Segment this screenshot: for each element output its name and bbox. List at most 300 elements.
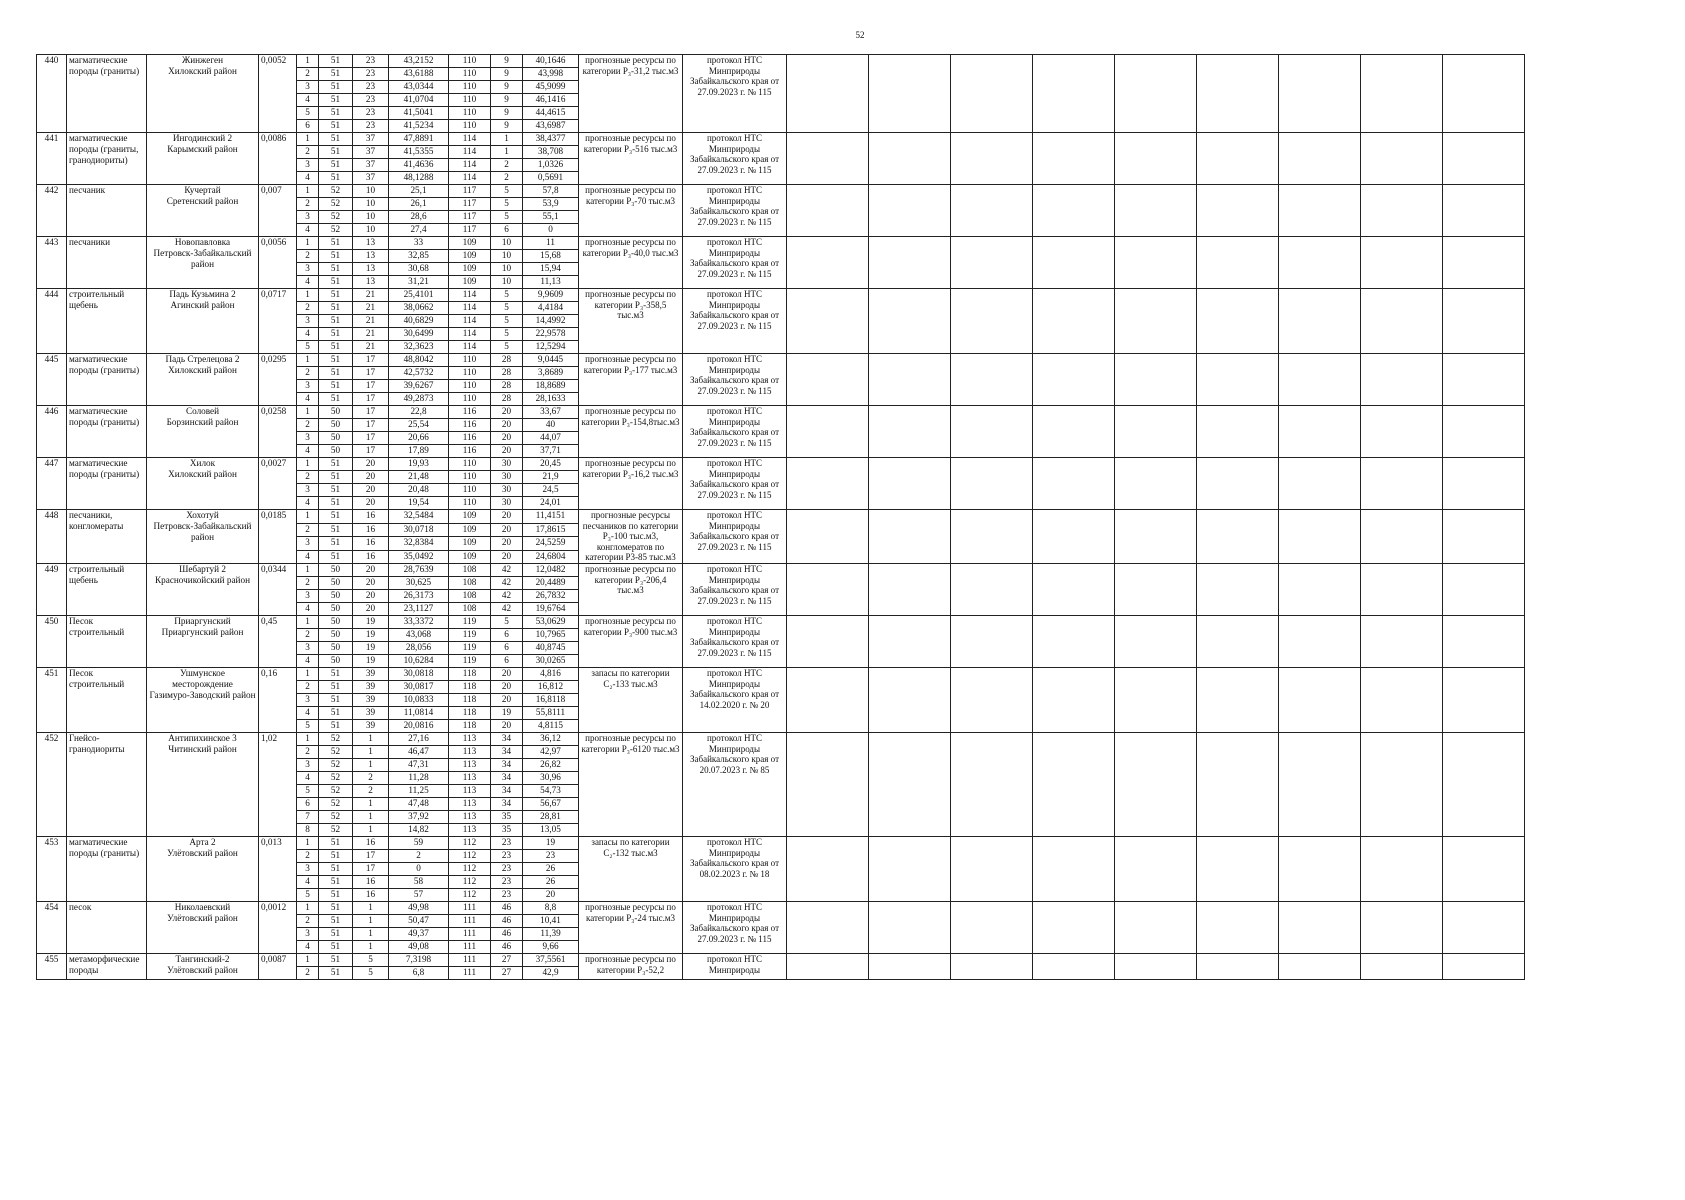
coordinate-value: 111: [449, 954, 491, 967]
point-number: 6: [297, 798, 319, 811]
point-number: 1: [297, 406, 319, 419]
district-name: Улётовский район: [167, 912, 238, 923]
blank-cell: [951, 458, 1033, 510]
coordinate-value: 32,8384: [389, 537, 449, 551]
blank-cell: [1279, 564, 1361, 616]
coordinate-value: 110: [449, 393, 491, 406]
blank-cell: [787, 837, 869, 902]
coordinate-value: 109: [449, 250, 491, 263]
coordinate-value: 51: [319, 928, 353, 941]
blank-cell: [1361, 237, 1443, 289]
coordinate-value: 2: [389, 850, 449, 863]
district-name: Петровск-Забайкальский район: [153, 247, 252, 269]
point-number: 1: [297, 55, 319, 68]
coordinate-value: 116: [449, 419, 491, 432]
coordinate-value: 21: [353, 302, 389, 315]
blank-cell: [951, 133, 1033, 185]
coordinate-value: 11,39: [523, 928, 579, 941]
coordinate-value: 37,71: [523, 445, 579, 458]
coordinate-value: 52: [319, 824, 353, 837]
coordinate-value: 43,998: [523, 68, 579, 81]
coordinate-value: 10: [491, 250, 523, 263]
coordinate-value: 43,6987: [523, 120, 579, 133]
blank-cell: [787, 902, 869, 954]
rock-type: Гнейсо-гранодиориты: [67, 733, 147, 837]
blank-cell: [1197, 564, 1279, 616]
blank-cell: [787, 406, 869, 458]
deposit-cell: [147, 668, 259, 733]
rock-type: строительный щебень: [67, 289, 147, 354]
coordinate-value: 117: [449, 211, 491, 224]
coordinate-value: 50: [319, 616, 353, 629]
deposit-name: Антипихинское 3: [168, 733, 237, 744]
coordinate-value: 20: [491, 720, 523, 733]
point-number: 3: [297, 159, 319, 172]
point-number: 1: [297, 510, 319, 524]
blank-cell: [869, 354, 951, 406]
coordinate-value: 20: [353, 603, 389, 616]
coordinate-value: 118: [449, 720, 491, 733]
coordinate-value: 23: [491, 863, 523, 876]
point-number: 1: [297, 289, 319, 302]
coordinate-value: 13: [353, 276, 389, 289]
record-number: 453: [37, 837, 67, 902]
deposit-name: Шебартуй 2: [179, 564, 226, 575]
coordinate-value: 51: [319, 497, 353, 510]
coordinate-value: 17: [353, 380, 389, 393]
point-number: 1: [297, 133, 319, 146]
point-number: 8: [297, 824, 319, 837]
point-number: 4: [297, 550, 319, 564]
table-row: [37, 668, 1525, 681]
coordinate-value: 49,37: [389, 928, 449, 941]
coordinate-value: 13,05: [523, 824, 579, 837]
blank-cell: [1279, 406, 1361, 458]
blank-cell: [1361, 902, 1443, 954]
coordinate-value: 52: [319, 772, 353, 785]
coordinate-value: 53,9: [523, 198, 579, 211]
coordinate-value: 51: [319, 941, 353, 954]
coordinate-value: 30,0718: [389, 523, 449, 537]
coordinate-value: 43,0344: [389, 81, 449, 94]
coordinate-value: 13: [353, 250, 389, 263]
coordinate-value: 111: [449, 967, 491, 980]
coordinate-value: 25,54: [389, 419, 449, 432]
coordinate-value: 20,66: [389, 432, 449, 445]
point-number: 5: [297, 720, 319, 733]
blank-cell: [787, 133, 869, 185]
coordinate-value: 118: [449, 694, 491, 707]
coordinate-value: 119: [449, 629, 491, 642]
deposit-name: Новопавловка: [174, 237, 231, 247]
coordinate-value: 52: [319, 733, 353, 746]
coordinate-value: 6: [491, 224, 523, 237]
point-number: 3: [297, 694, 319, 707]
deposit-cell: [147, 55, 259, 133]
coordinate-value: 1,0326: [523, 159, 579, 172]
resources-note: прогнозные ресурсы по категории Р₃-6120 тыс.м3: [579, 733, 683, 837]
blank-cell: [869, 55, 951, 133]
protocol-note: протокол НТС Минприроды Забайкальского края от 27.09.2023 г. № 115: [683, 55, 787, 133]
blank-cell: [1443, 733, 1525, 837]
coordinate-value: 39: [353, 668, 389, 681]
deposit-name: Приаргунский: [174, 616, 231, 627]
coordinate-value: 51: [319, 681, 353, 694]
coordinate-value: 41,5355: [389, 146, 449, 159]
blank-cell: [1443, 902, 1525, 954]
area-value: 0,0717: [259, 289, 297, 354]
coordinate-value: 20: [491, 445, 523, 458]
point-number: 3: [297, 81, 319, 94]
coordinate-value: 113: [449, 733, 491, 746]
coordinate-value: 51: [319, 133, 353, 146]
blank-cell: [1033, 289, 1115, 354]
blank-cell: [1279, 289, 1361, 354]
point-number: 4: [297, 276, 319, 289]
coordinate-value: 42: [491, 577, 523, 590]
coordinate-value: 50: [319, 655, 353, 668]
blank-cell: [951, 185, 1033, 237]
coordinate-value: 19: [491, 707, 523, 720]
coordinate-value: 39: [353, 707, 389, 720]
coordinate-value: 3,8689: [523, 367, 579, 380]
coordinate-value: 51: [319, 537, 353, 551]
coordinate-value: 34: [491, 759, 523, 772]
coordinate-value: 28: [491, 354, 523, 367]
point-number: 5: [297, 107, 319, 120]
deposit-cell: [147, 185, 259, 237]
coordinate-value: 34: [491, 798, 523, 811]
deposit-cell: [147, 616, 259, 668]
resources-note: прогнозные ресурсы по категории Р₃-70 тыс.м3: [579, 185, 683, 237]
blank-cell: [787, 733, 869, 837]
area-value: 0,0056: [259, 237, 297, 289]
coordinate-value: 119: [449, 642, 491, 655]
coordinate-value: 2: [491, 159, 523, 172]
coordinate-value: 2: [491, 172, 523, 185]
blank-cell: [1033, 237, 1115, 289]
blank-cell: [787, 55, 869, 133]
rock-type: песчаники: [67, 237, 147, 289]
coordinate-value: 17: [353, 432, 389, 445]
record-number: 443: [37, 237, 67, 289]
coordinate-value: 21: [353, 341, 389, 354]
coordinate-value: 46: [491, 928, 523, 941]
point-number: 1: [297, 564, 319, 577]
point-number: 1: [297, 902, 319, 915]
coordinate-value: 112: [449, 889, 491, 902]
coordinate-value: 58: [389, 876, 449, 889]
record-number: 455: [37, 954, 67, 980]
coordinate-value: 51: [319, 94, 353, 107]
deposit-name: Кучертай: [184, 185, 221, 195]
blank-cell: [1197, 902, 1279, 954]
coordinate-value: 16: [353, 889, 389, 902]
coordinate-value: 10,6284: [389, 655, 449, 668]
coordinate-value: 25,4101: [389, 289, 449, 302]
point-number: 4: [297, 707, 319, 720]
coordinate-value: 5: [491, 211, 523, 224]
point-number: 4: [297, 772, 319, 785]
district-name: Борзинский район: [166, 416, 239, 427]
coordinate-value: 116: [449, 432, 491, 445]
coordinate-value: 5: [491, 185, 523, 198]
coordinate-value: 17: [353, 419, 389, 432]
blank-cell: [1115, 406, 1197, 458]
point-number: 1: [297, 837, 319, 850]
coordinate-value: 5: [353, 967, 389, 980]
coordinate-value: 30,6499: [389, 328, 449, 341]
table-row: [37, 289, 1525, 302]
coordinate-value: 21,9: [523, 471, 579, 484]
resources-note: прогнозные ресурсы по категории Р₃-52,2: [579, 954, 683, 980]
area-value: 0,0185: [259, 510, 297, 564]
blank-cell: [1115, 185, 1197, 237]
coordinate-value: 37: [353, 133, 389, 146]
coordinate-value: 114: [449, 328, 491, 341]
point-number: 3: [297, 928, 319, 941]
point-number: 4: [297, 94, 319, 107]
blank-cell: [787, 289, 869, 354]
coordinate-value: 47,48: [389, 798, 449, 811]
coordinate-value: 49,98: [389, 902, 449, 915]
blank-cell: [1197, 458, 1279, 510]
deposit-name: Ушмунское месторождение: [172, 668, 233, 689]
coordinate-value: 10,0833: [389, 694, 449, 707]
coordinate-value: 46,47: [389, 746, 449, 759]
blank-cell: [1443, 837, 1525, 902]
blank-cell: [1443, 564, 1525, 616]
table-row: [37, 133, 1525, 146]
record-number: 447: [37, 458, 67, 510]
coordinate-value: 49,08: [389, 941, 449, 954]
district-name: Газимуро-Заводский район: [149, 689, 256, 700]
coordinate-value: 2: [353, 785, 389, 798]
coordinate-value: 30: [491, 458, 523, 471]
coordinate-value: 22,9578: [523, 328, 579, 341]
coordinate-value: 48,8042: [389, 354, 449, 367]
coordinate-value: 43,6188: [389, 68, 449, 81]
coordinate-value: 52: [319, 198, 353, 211]
blank-cell: [1033, 185, 1115, 237]
blank-cell: [1361, 406, 1443, 458]
point-number: 5: [297, 889, 319, 902]
blank-cell: [1197, 954, 1279, 980]
coordinate-value: 34: [491, 733, 523, 746]
coordinate-value: 16: [353, 837, 389, 850]
coordinate-value: 6: [491, 655, 523, 668]
blank-cell: [1361, 55, 1443, 133]
coordinate-value: 28,056: [389, 642, 449, 655]
point-number: 1: [297, 668, 319, 681]
blank-cell: [1361, 289, 1443, 354]
coordinate-value: 26,1: [389, 198, 449, 211]
blank-cell: [1115, 237, 1197, 289]
point-number: 4: [297, 172, 319, 185]
coordinate-value: 109: [449, 523, 491, 537]
coordinate-value: 39: [353, 720, 389, 733]
coordinate-value: 17: [353, 367, 389, 380]
coordinate-value: 50: [319, 590, 353, 603]
area-value: 0,0258: [259, 406, 297, 458]
coordinate-value: 110: [449, 81, 491, 94]
deposit-cell: [147, 289, 259, 354]
district-name: Петровск-Забайкальский район: [153, 520, 252, 542]
coordinate-value: 52: [319, 785, 353, 798]
coordinate-value: 51: [319, 393, 353, 406]
coordinate-value: 1: [353, 824, 389, 837]
coordinate-value: 37: [353, 159, 389, 172]
coordinate-value: 20: [353, 564, 389, 577]
deposit-name: Ингодинский 2: [172, 133, 233, 143]
coordinate-value: 4,816: [523, 668, 579, 681]
coordinate-value: 14,4992: [523, 315, 579, 328]
coordinate-value: 30: [491, 497, 523, 510]
coordinate-value: 23: [353, 68, 389, 81]
coordinate-value: 20: [491, 681, 523, 694]
coordinate-value: 47,8891: [389, 133, 449, 146]
deposit-name: Жинжеген: [181, 55, 223, 65]
coordinate-value: 38,708: [523, 146, 579, 159]
blank-cell: [1279, 185, 1361, 237]
resources-note: прогнозные ресурсы по категории Р₃-16,2 тыс.м3: [579, 458, 683, 510]
coordinate-value: 23,1127: [389, 603, 449, 616]
coordinate-value: 114: [449, 146, 491, 159]
coordinate-value: 23: [491, 876, 523, 889]
rock-type: песчаники, конгломераты: [67, 510, 147, 564]
resources-note: запасы по категории С₂-132 тыс.м3: [579, 837, 683, 902]
coordinate-value: 16: [353, 550, 389, 564]
coordinate-value: 51: [319, 367, 353, 380]
deposit-name: Тангинский-2: [175, 954, 230, 965]
coordinate-value: 113: [449, 759, 491, 772]
blank-cell: [951, 837, 1033, 902]
coordinate-value: 51: [319, 120, 353, 133]
coordinate-value: 51: [319, 837, 353, 850]
coordinate-value: 10: [353, 198, 389, 211]
coordinate-value: 52: [319, 224, 353, 237]
blank-cell: [951, 354, 1033, 406]
coordinate-value: 50: [319, 577, 353, 590]
deposit-name: Арта 2: [189, 837, 216, 848]
area-value: 0,0295: [259, 354, 297, 406]
blank-cell: [869, 133, 951, 185]
blank-cell: [869, 237, 951, 289]
coordinate-value: 35: [491, 824, 523, 837]
coordinate-value: 30,625: [389, 577, 449, 590]
coordinate-value: 15,68: [523, 250, 579, 263]
coordinate-value: 10: [353, 224, 389, 237]
point-number: 1: [297, 458, 319, 471]
coordinate-value: 40,6829: [389, 315, 449, 328]
blank-cell: [787, 185, 869, 237]
coordinate-value: 23: [353, 55, 389, 68]
coordinate-value: 35: [491, 811, 523, 824]
coordinate-value: 17: [353, 406, 389, 419]
coordinate-value: 16,8118: [523, 694, 579, 707]
area-value: 0,0012: [259, 902, 297, 954]
table-row: [37, 354, 1525, 367]
point-number: 1: [297, 954, 319, 967]
coordinate-value: 16: [353, 523, 389, 537]
coordinate-value: 51: [319, 172, 353, 185]
coordinate-value: 54,73: [523, 785, 579, 798]
coordinate-value: 38,4377: [523, 133, 579, 146]
coordinate-value: 51: [319, 302, 353, 315]
deposit-name: Падь Стрелецова 2: [165, 354, 240, 364]
coordinate-value: 24,5259: [523, 537, 579, 551]
coordinate-value: 55,1: [523, 211, 579, 224]
blank-cell: [1443, 668, 1525, 733]
coordinate-value: 27: [491, 967, 523, 980]
coordinate-value: 5: [491, 289, 523, 302]
resources-note: запасы по категории С₂-133 тыс.м3: [579, 668, 683, 733]
coordinate-value: 26,3173: [389, 590, 449, 603]
coordinate-value: 23: [353, 107, 389, 120]
deposit-cell: [147, 406, 259, 458]
coordinate-value: 1: [353, 746, 389, 759]
blank-cell: [1115, 902, 1197, 954]
point-number: 4: [297, 655, 319, 668]
coordinate-value: 30: [491, 471, 523, 484]
coordinate-value: 114: [449, 172, 491, 185]
coordinate-value: 30,0817: [389, 681, 449, 694]
coordinate-value: 43,2152: [389, 55, 449, 68]
coordinate-value: 22,8: [389, 406, 449, 419]
table-row: [37, 510, 1525, 524]
table-row: [37, 616, 1525, 629]
coordinate-value: 20: [491, 510, 523, 524]
blank-cell: [1033, 954, 1115, 980]
resources-note: прогнозные ресурсы по категории Р₃-31,2 тыс.м3: [579, 55, 683, 133]
coordinate-value: 31,21: [389, 276, 449, 289]
coordinate-value: 113: [449, 811, 491, 824]
record-number: 449: [37, 564, 67, 616]
record-number: 448: [37, 510, 67, 564]
blank-cell: [1361, 616, 1443, 668]
resources-note: прогнозные ресурсы по категории Р₃-900 тыс.м3: [579, 616, 683, 668]
coordinate-value: 23: [491, 889, 523, 902]
coordinate-value: 21,48: [389, 471, 449, 484]
coordinate-value: 110: [449, 367, 491, 380]
deposit-name: Хилок: [189, 458, 216, 468]
coordinate-value: 111: [449, 928, 491, 941]
coordinate-value: 21: [353, 315, 389, 328]
blank-cell: [1279, 616, 1361, 668]
coordinate-value: 11,28: [389, 772, 449, 785]
blank-cell: [1197, 837, 1279, 902]
district-name: Красночикойский район: [155, 574, 250, 585]
blank-cell: [869, 616, 951, 668]
coordinate-value: 42: [491, 564, 523, 577]
point-number: 3: [297, 759, 319, 772]
coordinate-value: 9: [491, 120, 523, 133]
point-number: 3: [297, 590, 319, 603]
coordinate-value: 17: [353, 863, 389, 876]
coordinate-value: 112: [449, 863, 491, 876]
coordinate-value: 51: [319, 967, 353, 980]
blank-cell: [951, 510, 1033, 564]
blank-cell: [1033, 510, 1115, 564]
area-value: 0,0086: [259, 133, 297, 185]
blank-cell: [869, 185, 951, 237]
record-number: 450: [37, 616, 67, 668]
blank-cell: [1033, 458, 1115, 510]
coordinate-value: 0,5691: [523, 172, 579, 185]
coordinate-value: 51: [319, 694, 353, 707]
coordinate-value: 11: [523, 237, 579, 250]
blank-cell: [1361, 458, 1443, 510]
